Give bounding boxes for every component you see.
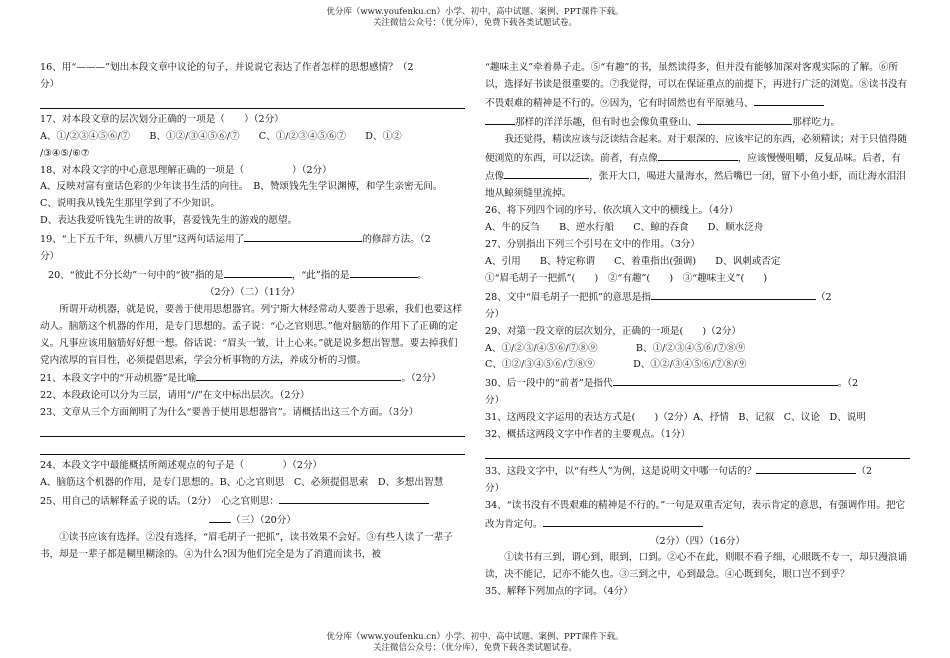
question-32: 32、概括这两段文字中作者的主要观点。（1分） bbox=[485, 429, 691, 441]
question-35: 35、解释下列加点的字词。（4分） bbox=[485, 586, 633, 598]
question-29: 29、对第一段文章的层次划分，正确的一项是( )（2分） bbox=[485, 325, 742, 337]
answer-line[interactable] bbox=[485, 444, 910, 459]
footer-line-1: 优分库（www.youfenku.cn）小学、初中、高中试题、案例、PPT课件下载。 bbox=[326, 632, 624, 642]
answer-line[interactable] bbox=[40, 94, 465, 109]
answer-blank[interactable] bbox=[697, 113, 792, 125]
question-26-options: A、牛的反刍 B、逆水行船 C、鲸的吞食 D、顺水泛舟 bbox=[485, 222, 764, 234]
section-2-heading: （2分）（二）（11分） bbox=[204, 286, 301, 298]
left-column bbox=[40, 60, 465, 564]
answer-blank[interactable] bbox=[658, 149, 738, 161]
page-footer bbox=[0, 632, 950, 654]
question-18-option-c: C、说明我从钱先生那里学到了不少知识。 bbox=[40, 198, 221, 210]
question-30-cont: 分） bbox=[485, 395, 505, 407]
question-28: 28、文中“眉毛胡子一把抓”的意思是指 （2 bbox=[485, 288, 910, 307]
question-29-options-ab: A、①/②③/④⑤⑥/⑦⑧⑨ B、①/②③④⑤⑥/⑦⑧⑨ bbox=[485, 342, 746, 354]
question-16: 16、用“———”划出本段文章中议论的句子，并说说它表达了作者怎样的思想感情？（2 bbox=[40, 62, 414, 73]
passage-3-para-2: 我还觉得，精读应该与泛读结合起来。对于艰深的、应该牢记的东西，必须精读；对于只值得随便浏览的东西，可以泛读。前者，有点像 ，应该慢慢咀嚼，反复品味。后者，有点像 ，张开大口，喝进大量海水，然后嘴巴一闭，留下小鱼小虾，而让海水泪泪地从鲸须缝里流掉。 bbox=[485, 133, 908, 200]
answer-line[interactable] bbox=[40, 422, 465, 437]
answer-blank[interactable] bbox=[244, 230, 362, 242]
question-19-cont: 分） bbox=[40, 251, 60, 263]
question-33: 33、这段文字中，以“有些人”为例，这是说明文中哪一句话的？ （2 bbox=[485, 462, 910, 481]
answer-blank[interactable] bbox=[209, 511, 231, 523]
section-3-heading: （三）（20分） bbox=[40, 511, 465, 530]
passage-3-part-2: “趣味主义”牵着鼻子走。⑤“有趣”的书，虽然读得多，但并没有能够加深对客观实际的了解。⑥所以，选择好书读是很重要的。⑦我觉得，可以在保证重点的前提下，再进行广泛的浏览。⑧读书没有不畏艰难的精神是不行的。⑨因为，它有时固然也有平原驰马、 bbox=[485, 62, 908, 109]
question-17: 17、对本段文章的层次划分正确的一项是（ ）（2分） bbox=[40, 113, 284, 125]
question-23: 23、文章从三个方面阐明了为什么“要善于使用思想器官”。请概括出这三个方面。（3分） bbox=[40, 407, 419, 419]
section-4-heading: （2分）（四）（16分） bbox=[649, 535, 746, 547]
question-18: 18、对本段文字的中心意思理解正确的一项是（ ）（2分） bbox=[40, 164, 332, 176]
answer-line[interactable] bbox=[40, 440, 465, 455]
question-27-items: ①“眉毛胡子一把抓”( ) ②“有趣”( ) ③“趣味主义”( ) bbox=[485, 272, 768, 284]
question-27: 27、分别指出下列三个引号在文中的作用。（3分） bbox=[485, 239, 700, 251]
answer-blank[interactable] bbox=[504, 167, 589, 179]
question-21: 21、本段文字中的“开动机器”是比喻 。（2分） bbox=[40, 369, 465, 388]
answer-blank[interactable] bbox=[756, 462, 856, 474]
answer-blank[interactable] bbox=[543, 515, 703, 527]
answer-blank[interactable] bbox=[651, 288, 816, 300]
answer-blank[interactable] bbox=[613, 374, 838, 386]
passage-4: ①读书有三到，谓心到，眼到，口到。②心不在此，则眼不看子细，心眼既不专一，却只漫浪诵读，决不能记，记亦不能久也。③三到之中，心到最急。④心既到矣，眼口岂不到乎？ bbox=[485, 552, 908, 581]
question-19: 19、“上下五千年，纵横八万里”这两句话运用了 的修辞方法。（2 bbox=[40, 230, 465, 249]
header-line-1: 优分库（www.youfenku.cn）小学、初中、高中试题、案例、PPT课件下载。 bbox=[326, 7, 624, 17]
footer-line-2: 关注微信公众号：（优分库），免费下载各类试题试卷。 bbox=[372, 643, 577, 653]
question-22: 22、本段政论可以分为三层，请用“//”在文中标出层次。（2分） bbox=[40, 390, 310, 402]
answer-blank[interactable] bbox=[350, 266, 418, 278]
answer-blank[interactable] bbox=[196, 369, 401, 381]
question-27-options: A、引用 B、特定称谓 C、着重指出(强调) D、讽刺或否定 bbox=[485, 255, 781, 267]
question-20: 20、“彼此不分长幼”一句中的“彼”指的是 ，“此”指的是 。 bbox=[40, 266, 465, 285]
question-25: 25、用自己的话解释孟子说的话。（2分） 心之官则思： bbox=[40, 492, 465, 511]
answer-blank[interactable] bbox=[279, 492, 429, 504]
right-column bbox=[485, 60, 910, 601]
question-29-options-cd: C、①②/③④⑤⑥/⑦⑧⑨ D、①②/③④⑤⑥/⑦⑧/⑨ bbox=[485, 359, 747, 371]
question-17-options: A、①/②③④⑤⑥/⑦ B、①②/③④⑤⑥/⑦ C、①/②③④⑤⑥⑦ D、①② bbox=[40, 130, 402, 142]
passage-2: 所谓开动机器，就是说，要善于使用思想器官。列宁斯大林经常动人要善于思索，我们也要这样动人。脑筋这个机器的作用，是专门思想的。孟子说：“心之官则思。”他对脑筋的作用下了正确的定义。凡事应该用脑筋好好想一想。俗话说：“眉头一皱，计上心来。”就是说多想出智慧。要去掉我们党内浓厚的盲目性，必须提倡思索，学会分析事物的方法，养成分析的习惯。 bbox=[40, 303, 463, 366]
question-17-options-cont: /③④⑤/⑥⑦ bbox=[40, 147, 90, 159]
question-24: 24、本段文字中最能概括所阐述观点的句子是（ ）（2分） bbox=[40, 460, 323, 472]
page-header bbox=[0, 7, 950, 29]
answer-blank[interactable] bbox=[485, 113, 515, 125]
answer-blank[interactable] bbox=[224, 266, 292, 278]
passage-3-part-1: ①读书应该有选择。②没有选择，“眉毛胡子一把抓”，读书效果不会好。③有些人读了一辈子书，却是一辈子都是糊里糊涂的。④为什么?因为他们完全是为了消遣而读书，被 bbox=[40, 531, 453, 560]
header-line-2: 关注微信公众号：（优分库），免费下载各类试题试卷。 bbox=[372, 18, 577, 28]
answer-blank[interactable] bbox=[754, 94, 824, 106]
question-18-option-d: D、表达我爱听钱先生讲的故事，喜爱钱先生的游戏的愿望。 bbox=[40, 215, 298, 227]
passage-3-part-3: 那样的洋洋乐趣，但有时也会像负重登山、 那样吃力。 bbox=[485, 113, 910, 132]
question-24-options: A、脑筋这个机器的作用，是专门思想的。B、心之官则思 C、必须提倡思索 D、多想出智慧 bbox=[40, 477, 444, 489]
question-26: 26、将下列四个词的序号，依次填入文中的横线上。（4分） bbox=[485, 205, 739, 217]
question-18-option-a: A、反映对富有童话色彩的少年读书生活的向往。 B、赞颂钱先生学识渊博，和学生亲密无间。 bbox=[40, 181, 443, 193]
question-34: 34、“读书没有不畏艰难的精神是不行的。”一句是双重否定句，表示肯定的意思，有强调作用。把它改为肯定句。 bbox=[485, 499, 906, 530]
question-31: 31、这两段文字运用的表达方式是( )（2分）A、抒情 B、记叙 C、议论 D、说明 bbox=[485, 412, 866, 424]
question-33-cont: 分） bbox=[485, 482, 505, 494]
question-28-cont: 分） bbox=[485, 308, 505, 320]
question-30: 30、后一段中的“前者”是指代 。（2 bbox=[485, 374, 910, 393]
question-16-cont: 分） bbox=[40, 78, 60, 90]
